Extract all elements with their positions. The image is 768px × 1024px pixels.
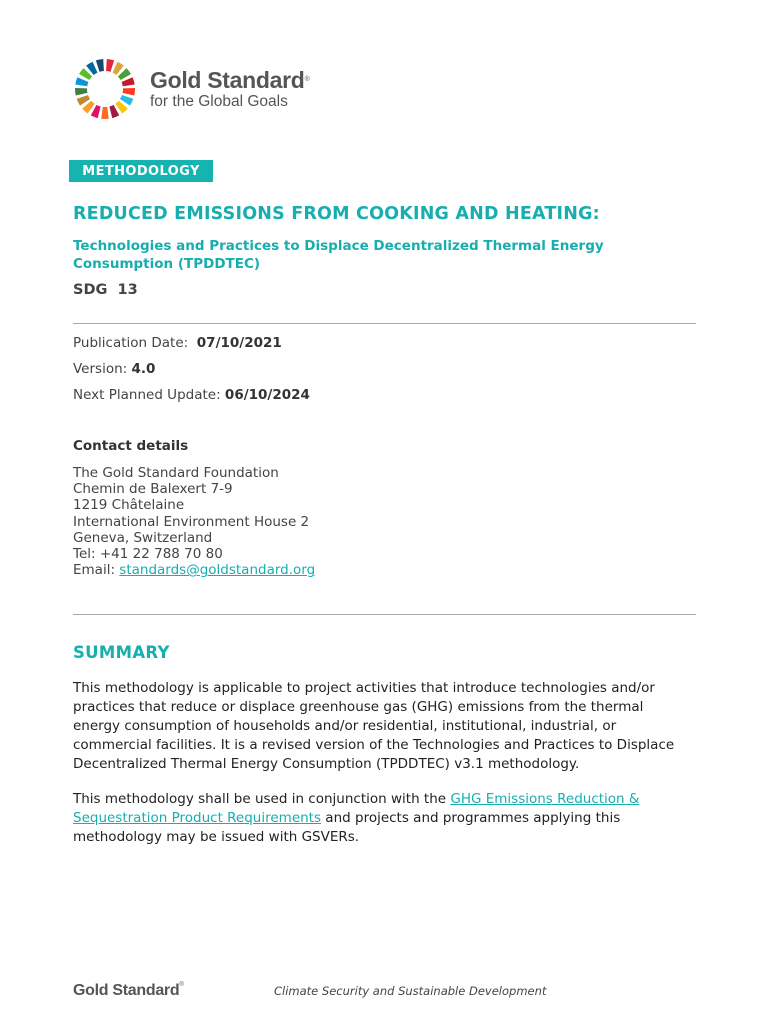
sdg-wheel-segment — [75, 88, 87, 95]
email-link[interactable]: standards@goldstandard.org — [119, 562, 316, 579]
summary-paragraph-2: This methodology shall be used in conjunction with the GHG Emissions Reduction & Sequestration Product Requirements and projects and programmes applying this methodology may be issued with GSVERs. — [73, 791, 640, 845]
contact-line: 1219 Châtelaine — [73, 497, 185, 514]
next-planned-update: Next Planned Update: 06/10/2024 — [73, 387, 310, 403]
contact-email-line: Email: standards@goldstandard.org — [73, 562, 316, 579]
product-requirements-link[interactable]: GHG Emissions Reduction & Sequestration Product Requirements — [73, 791, 640, 826]
sdg-label: SDG 13 — [73, 282, 138, 298]
contact-line: International Environment House 2 — [73, 513, 310, 530]
contact-line: Tel: +41 22 788 70 80 — [73, 546, 223, 563]
publication-date: Publication Date: 07/10/2021 — [73, 335, 282, 351]
document-title: REDUCED EMISSIONS FROM COOKING AND HEATING: — [73, 204, 600, 224]
logo-subtitle: for the Global Goals — [150, 93, 288, 110]
sdg-wheel-segment — [123, 88, 135, 95]
sdg-wheel-segment — [96, 59, 104, 72]
sdg-wheel-segment — [106, 59, 114, 72]
footer-logo: Gold Standard® — [73, 982, 184, 999]
contact-line: Geneva, Switzerland — [73, 529, 213, 546]
contact-line: The Gold Standard Foundation — [73, 465, 279, 481]
footer-logo-trademark: ® — [179, 982, 184, 988]
contact-heading: Contact details — [73, 438, 189, 454]
summary-paragraph-1: This methodology is applicable to project activities that introduce technologies and/or practices that reduce or displace greenhouse gas (GHG) emissions from the thermal energy consumption of households and/or residential, institutional, industrial, or commercial facilities. It is a revised version of the Technologies and Practices to Displace Decentralized Thermal Energy Consumption (TPDDTEC) v3.1 methodology. — [73, 680, 675, 772]
gold-standard-logo — [74, 58, 309, 120]
footer-tagline: Climate Security and Sustainable Development — [274, 984, 547, 998]
version: Version: 4.0 — [73, 361, 156, 377]
sdg-wheel-segment — [75, 77, 88, 86]
document-subtitle: Technologies and Practices to Displace Decentralized Thermal Energy Consumption (TPDDTEC) — [73, 238, 604, 272]
contact-line: Chemin de Balexert 7-9 — [73, 481, 233, 498]
divider-bottom — [73, 614, 696, 615]
logo-title: Gold Standard® — [150, 67, 310, 93]
contact-details — [73, 465, 315, 578]
sdg-wheel-segment — [101, 107, 108, 119]
divider-top — [73, 323, 696, 324]
sdg-wheel-icon — [74, 58, 136, 120]
methodology-badge: METHODOLOGY — [69, 160, 213, 182]
sdg-wheel-segment — [122, 77, 135, 86]
summary-heading: SUMMARY — [73, 643, 170, 662]
logo-trademark: ® — [304, 76, 310, 83]
